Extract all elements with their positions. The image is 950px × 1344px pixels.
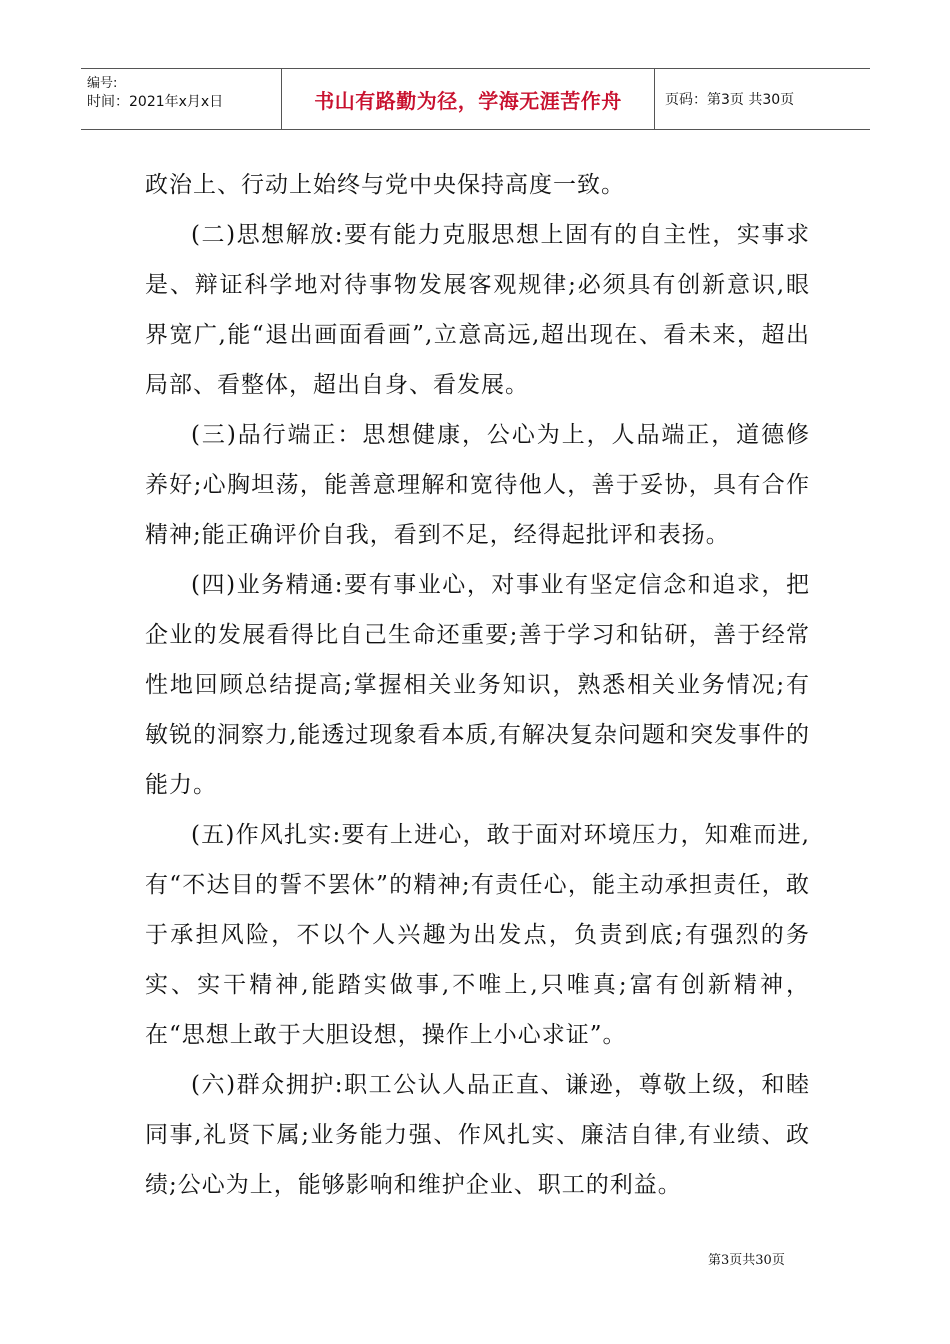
document-body bbox=[145, 160, 810, 1210]
date-line: 时间：2021年x月x日 bbox=[87, 94, 224, 110]
paragraph: (二)思想解放:要有能力克服思想上固有的自主性，实事求是、辩证科学地对待事物发展客观规律;必须具有创新意识,眼界宽广,能“退出画面看画”,立意高远,超出现在、看未来，超出局部、看整体，超出自身、看发展。 bbox=[145, 222, 810, 398]
header-page-cell bbox=[655, 69, 870, 129]
serial-number-label: 编号: bbox=[87, 76, 118, 91]
paragraph: (六)群众拥护:职工公认人品正直、谦逊，尊敬上级，和睦同事,礼贤下属;业务能力强、作风扎实、廉洁自律,有业绩、政绩;公心为上，能够影响和维护企业、职工的利益。 bbox=[145, 1072, 810, 1198]
paragraph: (三)品行端正：思想健康，公心为上，人品端正，道德修养好;心胸坦荡，能善意理解和宽待他人，善于妥协，具有合作精神;能正确评价自我，看到不足，经得起批评和表扬。 bbox=[145, 422, 810, 548]
header-motto-cell bbox=[282, 69, 655, 129]
header-meta-cell bbox=[81, 69, 282, 129]
paragraph: (五)作风扎实:要有上进心，敢于面对环境压力，知难而进,有“不达目的誓不罢休”的精神;有责任心，能主动承担责任，敢于承担风险，不以个人兴趣为出发点，负责到底;有强烈的务实、实干精神,能踏实做事,不唯上,只唯真;富有创新精神，在“思想上敢于大胆设想，操作上小心求证”。 bbox=[145, 822, 810, 1048]
document-header bbox=[81, 68, 870, 130]
paragraph: 政治上、行动上始终与党中央保持高度一致。 bbox=[145, 172, 625, 198]
motto-text: 书山有路勤为径，学海无涯苦作舟 bbox=[314, 88, 622, 113]
paragraph: (四)业务精通:要有事业心，对事业有坚定信念和追求，把企业的发展看得比自己生命还重要;善于学习和钻研，善于经常性地回顾总结提高;掌握相关业务知识，熟悉相关业务情况;有敏锐的洞察力,能透过现象看本质,有解决复杂问题和突发事件的能力。 bbox=[145, 572, 810, 798]
page-footer: 第3页共30页 bbox=[708, 1253, 785, 1268]
page-info: 页码：第3页 共30页 bbox=[665, 92, 795, 108]
